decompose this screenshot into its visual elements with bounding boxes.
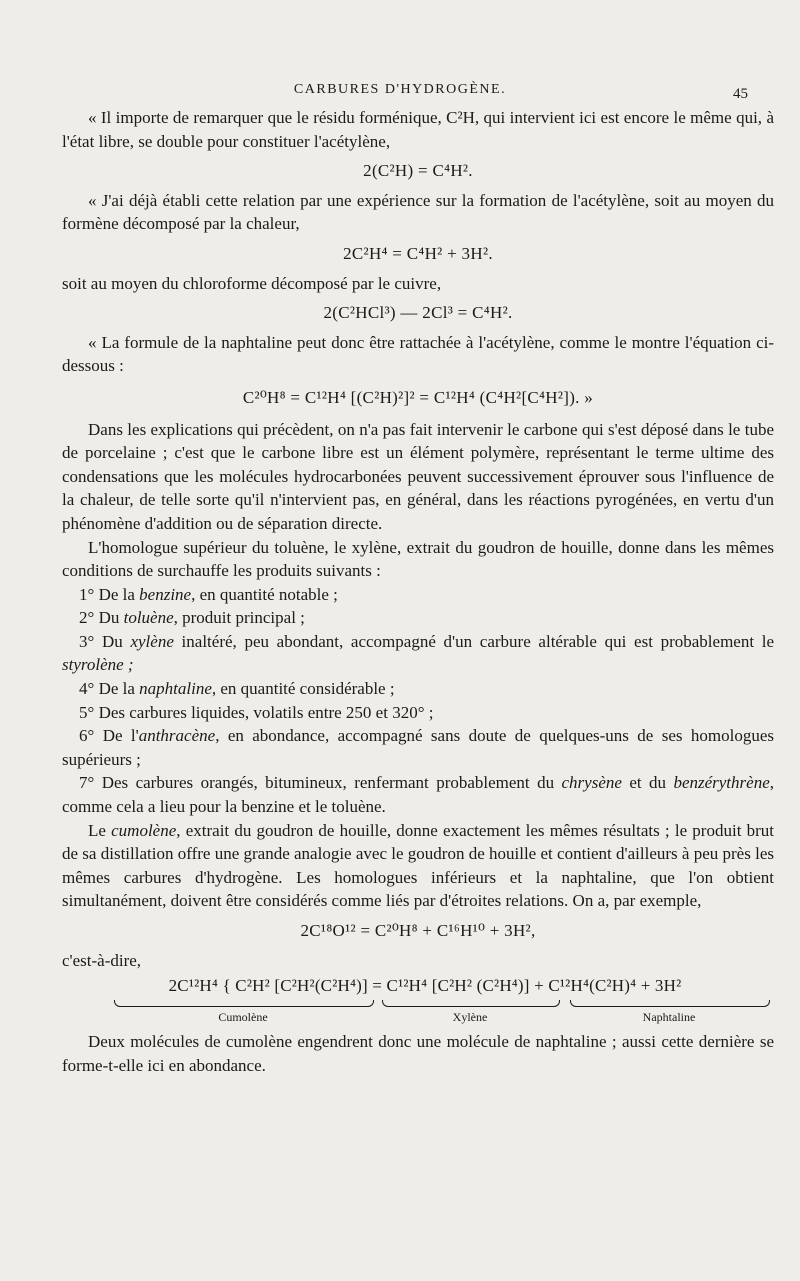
braced-equation bbox=[62, 974, 774, 1030]
list-item: 2° Du toluène, produit principal ; bbox=[79, 608, 305, 628]
paragraph: soit au moyen du chloroforme décomposé par le cuivre, bbox=[62, 273, 442, 293]
list-item: 7° Des carbures orangés, bitumineux, renfermant probablement du chrysène et du benzérythrène, comme cela a lieu pour la benzine et le toluène. bbox=[62, 773, 774, 817]
running-title: CARBURES D'HYDROGÈNE. bbox=[293, 82, 507, 97]
list-item: 6° De l'anthracène, en abondance, accompagné sans doute de quelques-uns de ses homologues supérieurs ; bbox=[62, 726, 774, 769]
formula: C²⁰H⁸ = C¹²H⁴ [(C²H)²]² = C¹²H⁴ (C⁴H²[C⁴H²]). » bbox=[242, 387, 594, 407]
page-body bbox=[62, 106, 774, 1077]
page-number: 45 bbox=[733, 86, 748, 102]
page-header bbox=[0, 80, 800, 102]
list-item: 3° Du xylène inaltéré, peu abondant, accompagné d'un carbure altérable qui est probablement le styrolène ; bbox=[62, 631, 775, 675]
list-item: 4° De la naphtaline, en quantité considérable ; bbox=[79, 679, 395, 699]
paragraph: c'est-à-dire, bbox=[62, 950, 142, 970]
paragraph: « J'ai déjà établi cette relation par une expérience sur la formation de l'acétylène, soit au moyen du formène décomposé par la chaleur, bbox=[62, 190, 774, 234]
formula: 2C¹⁸O¹² = C²⁰H⁸ + C¹⁶H¹⁰ + 3H², bbox=[300, 921, 536, 940]
list-item: 1° De la benzine, en quantité notable ; bbox=[79, 584, 338, 604]
formula: 2(C²HCl³) — 2Cl³ = C⁴H². bbox=[323, 303, 513, 323]
formula: 2(C²H) = C⁴H². bbox=[363, 161, 473, 181]
paragraph: L'homologue supérieur du toluène, le xylène, extrait du goudron de houille, donne dans les mêmes conditions de surchauffe les produits suivants : bbox=[62, 537, 774, 581]
list-item: 5° Des carbures liquides, volatils entre 250 et 320° ; bbox=[79, 702, 434, 722]
paragraph: Le cumolène, extrait du goudron de houille, donne exactement les mêmes résultats ; le produit brut de sa distillation offre une grande analogie avec le goudron de houille et contient d'ailleurs à peu près les mêmes carbures d'hydrogène. Les homologues inférieurs et la naphtaline, que l'on obtient simultanément, doivent être considérés comme liés par d'étroites relations. On a, par exemple, bbox=[62, 820, 774, 911]
formula: 2C²H⁴ = C⁴H² + 3H². bbox=[343, 243, 493, 263]
paragraph: « Il importe de remarquer que le résidu forménique, C²H, qui intervient ici est encore le même qui, à l'état libre, se double pour constituer l'acétylène, bbox=[62, 108, 774, 151]
formula: 2C¹²H⁴ { C²H² [C²H²(C²H⁴)] = C¹²H⁴ [C²H² (C²H⁴)] + C¹²H⁴(C²H)⁴ + 3H² bbox=[168, 976, 682, 996]
brace-label-cumolene: Cumolène bbox=[218, 1010, 268, 1025]
paragraph: Deux molécules de cumolène engendrent donc une molécule de naphtaline ; aussi cette dernière se forme-t-elle ici en abondance. bbox=[62, 1032, 774, 1075]
paragraph: Dans les explications qui précèdent, on n'a pas fait intervenir le carbone qui s'est déposé dans le tube de porcelaine ; c'est que le carbone libre est un élément polymère, représentant le terme ultime des condensations que les molécules hydrocarbonées peuvent successivement éprouver sous l'influence de la chaleur, de telle sorte qu'il n'intervient pas, en général, dans les réactions pyrogénées, en vertu d'un phénomène d'addition ou de séparation directe. bbox=[62, 419, 774, 533]
brace-label-naphtaline: Naphtaline bbox=[642, 1010, 696, 1025]
brace-label-xylene: Xylène bbox=[452, 1010, 488, 1025]
paragraph: « La formule de la naphtaline peut donc être rattachée à l'acétylène, comme le montre l'équation ci-dessous : bbox=[62, 332, 774, 376]
